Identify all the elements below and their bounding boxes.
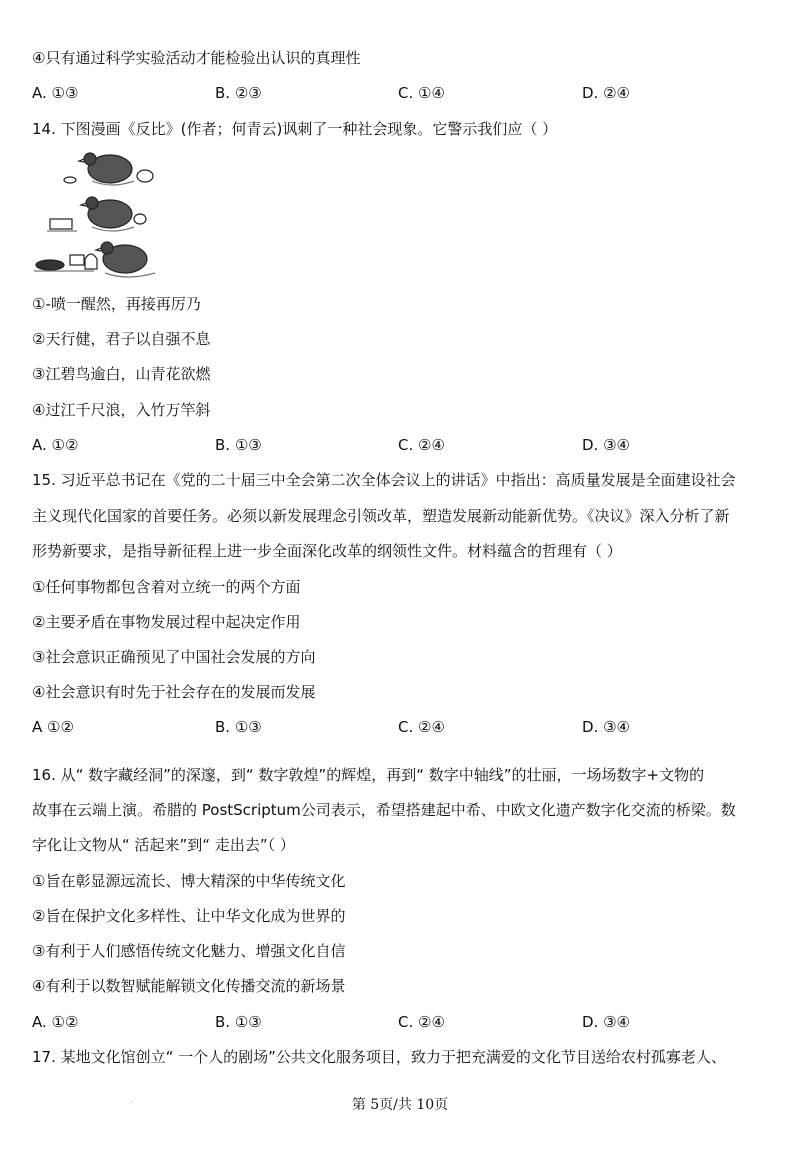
q15-item-1: ①任何事物都包含着对立统一的两个方面 [32,578,301,596]
q13-option-c[interactable]: C. ①④ [398,84,445,102]
q16-option-d[interactable]: D. ③④ [582,1013,630,1031]
page-footer: 第 5页/共 10页 [351,1097,449,1113]
q15-stem-line-2: 主义现代化国家的首要任务。必须以新发展理念引领改革，塑造发展新动能新优势。《决议》深入分析了新 [32,507,730,525]
q15-item-4: ④社会意识有时先于社会存在的发展而发展 [32,683,316,701]
q16-item-2: ②旨在保护文化多样性、让中华文化成为世界的 [32,907,346,925]
q15-option-d[interactable]: D. ③④ [582,718,630,736]
q15-item-2: ②主要矛盾在事物发展过程中起决定作用 [32,613,301,631]
comic-illustration [30,147,170,282]
q13-option-b[interactable]: B. ②③ [215,84,262,102]
hen-middle-panel [47,197,146,231]
q13-option-d[interactable]: D. ②④ [582,84,630,102]
q15-option-a[interactable]: A ①② [32,718,74,736]
q14-item-2: ②天行健，君子以自强不息 [32,330,211,348]
q13-options [32,82,772,104]
q14-option-b[interactable]: B. ①③ [215,436,262,454]
q14-option-a[interactable]: A. ①② [32,436,79,454]
q16-options [32,1011,772,1033]
q16-stem-line-1: 16. 从“ 数字藏经洞”的深邃，到“ 数字敦煌”的辉煌，再到“ 数字中轴线”的壮丽，一场场数字+文物的 [32,766,705,784]
q13-item-4: ④只有通过科学实验活动才能检验出认识的真理性 [32,49,361,67]
q16-stem-line-2: 故事在云端上演。希腊的 PostScriptum公司表示，希望搭建起中希、中欧文化遗产数字化交流的桥梁。数 [32,801,736,819]
q14-option-d[interactable]: D. ③④ [582,436,630,454]
q14-stem: 14. 下图漫画《反比》(作者；何青云)讽刺了一种社会现象。它警示我们应（ ） [32,120,558,138]
q13-option-a[interactable]: A. ①③ [32,84,79,102]
q15-item-3: ③社会意识正确预见了中国社会发展的方向 [32,648,316,666]
q16-option-c[interactable]: C. ②④ [398,1013,445,1031]
q15-option-b[interactable]: B. ①③ [215,718,262,736]
q16-item-3: ③有利于人们感悟传统文化魅力、增强文化自信 [32,942,346,960]
q15-options [32,716,772,738]
q14-item-3: ③江碧鸟逾白，山青花欲燃 [32,365,211,383]
q16-stem-line-3: 字化让文物从“ 活起来”到“ 走出去”（ ） [32,836,295,854]
q14-item-1: ①-喷一醒然，再接再厉乃 [32,295,201,313]
q14-item-4: ④过江千尺浪，入竹万竿斜 [32,401,211,419]
q16-option-a[interactable]: A. ①② [32,1013,79,1031]
q14-options [32,434,772,456]
q16-option-b[interactable]: B. ①③ [215,1013,262,1031]
q16-item-4: ④有利于以数智赋能解锁文化传播交流的新场景 [32,977,346,995]
hen-top-panel [64,153,153,185]
q16-item-1: ①旨在彰显源远流长、博大精深的中华传统文化 [32,872,346,890]
q17-stem-line-1: 17. 某地文化馆创立“ 一个人的剧场”公共文化服务项目，致力于把充满爱的文化节目送给农村孤寡老人、 [32,1048,726,1066]
stray-mark: · [130,1098,133,1107]
hen-bottom-panel [34,242,155,277]
q15-option-c[interactable]: C. ②④ [398,718,445,736]
q15-stem-line-1: 15. 习近平总书记在《党的二十届三中全会第二次全体会议上的讲话》中指出：高质量发展是全面建设社会 [32,471,736,489]
q14-option-c[interactable]: C. ②④ [398,436,445,454]
q15-stem-line-3: 形势新要求，是指导新征程上进一步全面深化改革的纲领性文件。材料蕴含的哲理有（ ） [32,542,622,560]
